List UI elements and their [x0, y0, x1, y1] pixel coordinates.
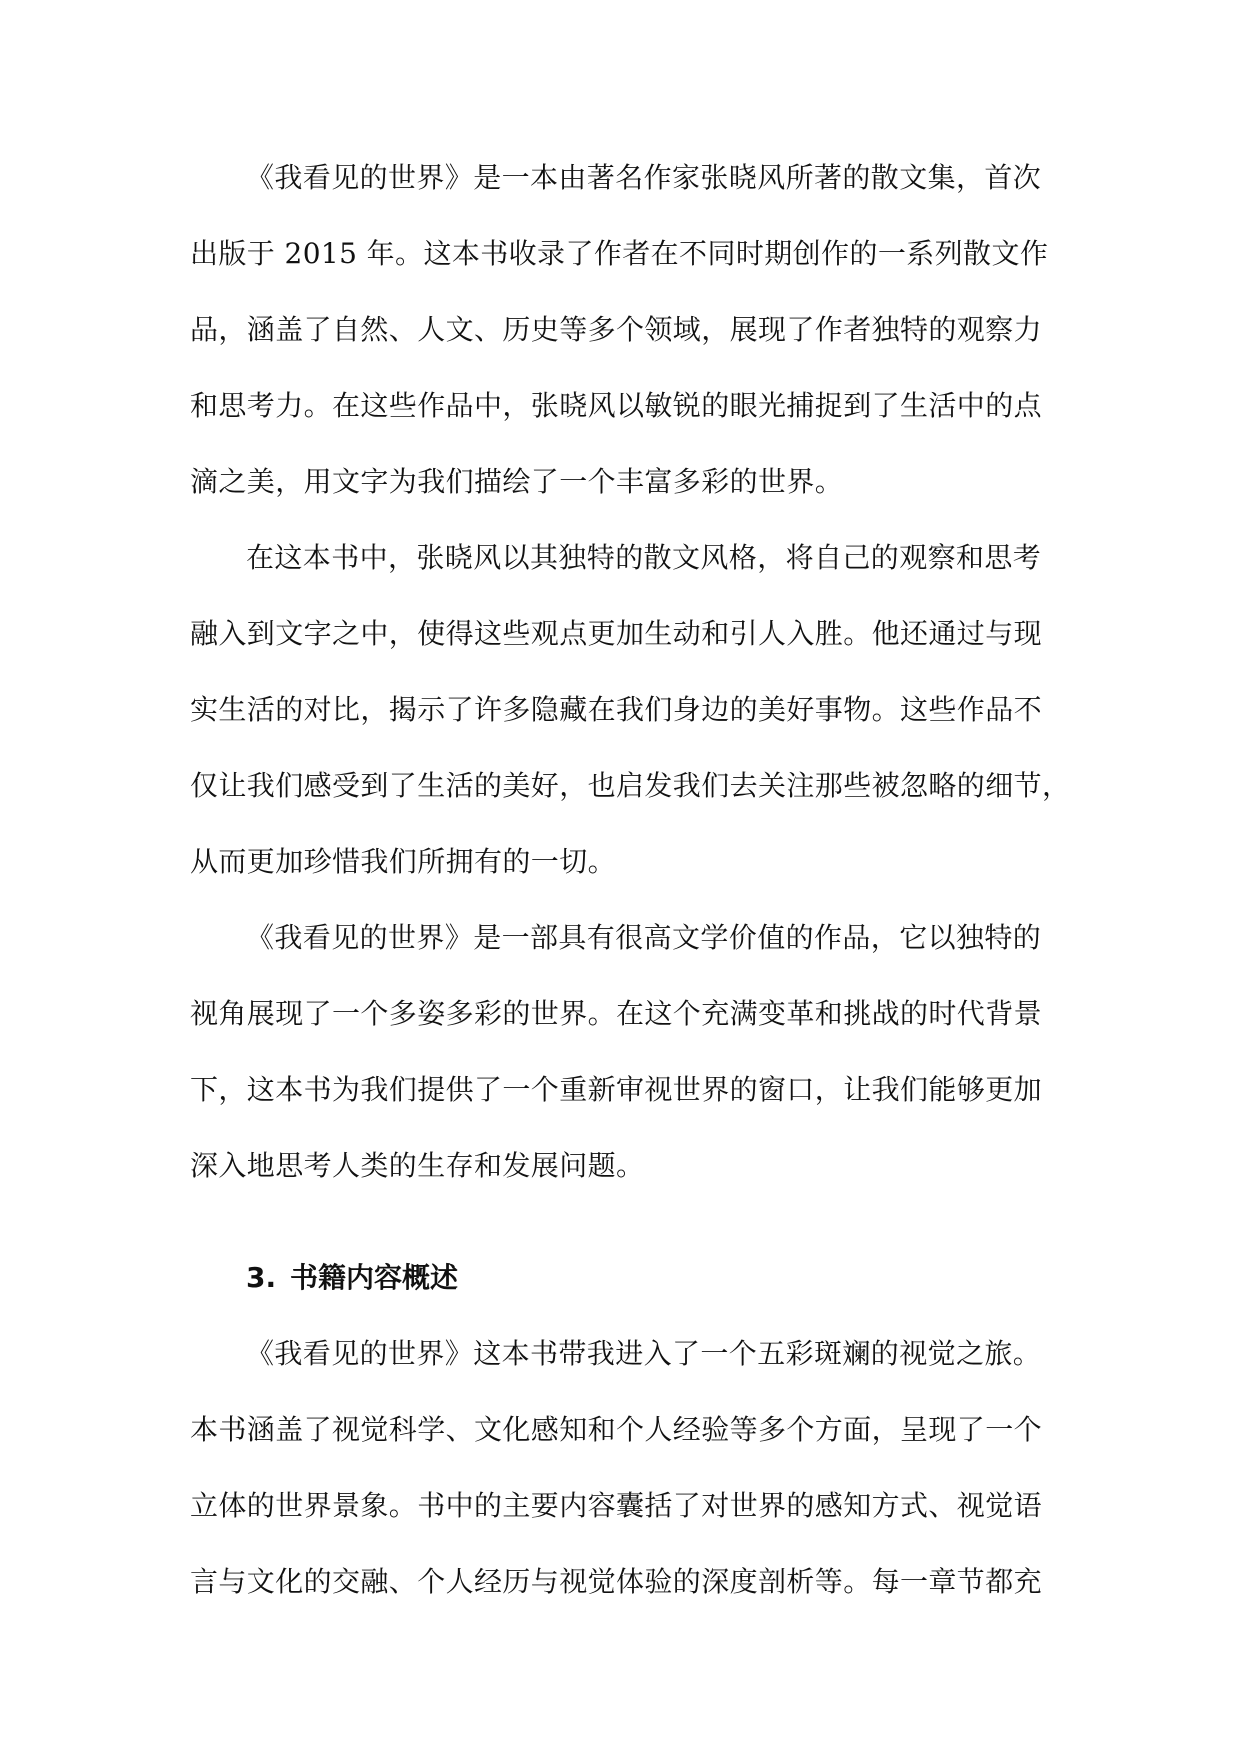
- document-body: [190, 148, 1071, 1628]
- text-line: 立体的世界景象。书中的主要内容囊括了对世界的感知方式、视觉语: [190, 1489, 1043, 1522]
- section-spacer: [190, 1212, 1060, 1248]
- paragraph-1: [190, 148, 1060, 528]
- text-line: 深入地思考人类的生存和发展问题。: [190, 1149, 645, 1182]
- text-line: 在这本书中，张晓风以其独特的散文风格，将自己的观察和思考: [246, 541, 1042, 574]
- section-title: 书籍内容概述: [290, 1261, 459, 1294]
- text-line: 言与文化的交融、个人经历与视觉体验的深度剖析等。每一章节都充: [190, 1565, 1043, 1598]
- text-line: 《我看见的世界》是一本由著名作家张晓风所著的散文集，首次: [246, 161, 1042, 194]
- text-line: 《我看见的世界》这本书带我进入了一个五彩斑斓的视觉之旅。: [246, 1337, 1042, 1370]
- text-line: 仅让我们感受到了生活的美好，也启发我们去关注那些被忽略的细节，: [190, 769, 1071, 802]
- paragraph-2: [190, 528, 1071, 908]
- text-line: 品，涵盖了自然、人文、历史等多个领域，展现了作者独特的观察力: [190, 313, 1043, 346]
- text-line: 出版于 2015 年。这本书收录了作者在不同时期创作的一系列散文作: [190, 237, 1049, 270]
- section-paragraph: [190, 1324, 1060, 1628]
- text-line: 从而更加珍惜我们所拥有的一切。: [190, 845, 617, 878]
- text-line: 实生活的对比，揭示了许多隐藏在我们身边的美好事物。这些作品不: [190, 693, 1043, 726]
- text-line: 下，这本书为我们提供了一个重新审视世界的窗口，让我们能够更加: [190, 1073, 1043, 1106]
- text-line: 《我看见的世界》是一部具有很高文学价值的作品，它以独特的: [246, 921, 1042, 954]
- text-line: 本书涵盖了视觉科学、文化感知和个人经验等多个方面，呈现了一个: [190, 1413, 1043, 1446]
- text-line: 视角展现了一个多姿多彩的世界。在这个充满变革和挑战的时代背景: [190, 997, 1043, 1030]
- paragraph-3: [190, 908, 1060, 1212]
- text-line: 和思考力。在这些作品中，张晓风以敏锐的眼光捕捉到了生活中的点: [190, 389, 1043, 422]
- section-heading: [190, 1248, 1060, 1324]
- text-line: 滴之美，用文字为我们描绘了一个丰富多彩的世界。: [190, 465, 844, 498]
- section-number: 3.: [246, 1261, 277, 1294]
- text-line: 融入到文字之中，使得这些观点更加生动和引人入胜。他还通过与现: [190, 617, 1043, 650]
